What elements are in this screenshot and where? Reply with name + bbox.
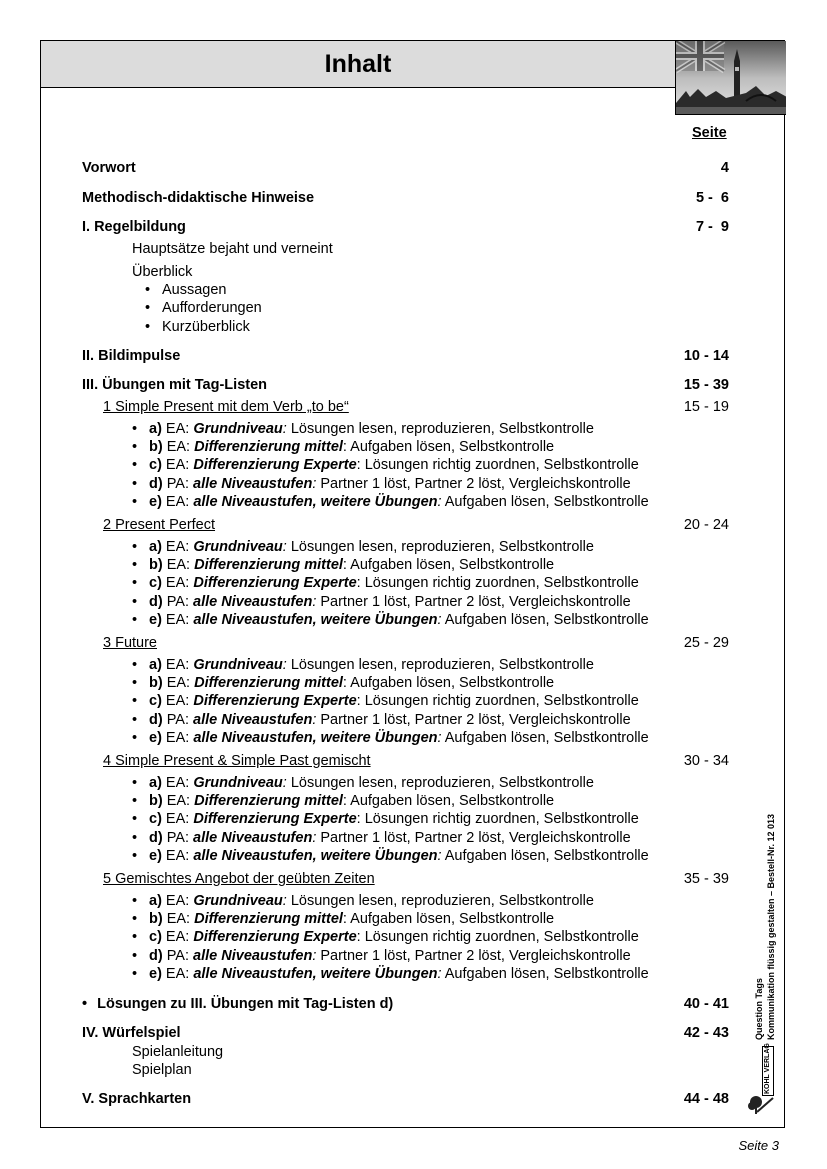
exercise-item	[149, 774, 594, 792]
item-separator: :	[356, 457, 361, 474]
item-letter: c)	[149, 457, 162, 474]
exercise-item	[149, 928, 639, 946]
exercise-item	[149, 611, 649, 629]
exercise-item	[149, 593, 631, 611]
item-letter: c)	[149, 693, 162, 710]
item-description: Lösungen lesen, reproduzieren, Selbstkontrolle	[286, 775, 594, 791]
regel-bullet-aussagen: • Aussagen	[162, 281, 227, 299]
item-description: Aufgaben lösen, Selbstkontrolle	[441, 847, 649, 864]
item-letter: d)	[149, 947, 163, 964]
item-letter: e)	[149, 493, 162, 510]
item-mode: PA:	[162, 711, 194, 728]
item-description: Aufgaben lösen, Selbstkontrolle	[346, 557, 555, 574]
item-mode: PA:	[162, 947, 194, 964]
entry-wuerfelspiel[interactable]: IV. Würfelspiel	[82, 1025, 181, 1041]
item-description: Partner 1 löst, Partner 2 löst, Vergleichskontrolle	[316, 711, 631, 728]
item-level: alle Niveaustufen, weitere Übungen	[193, 493, 438, 510]
item-letter: a)	[149, 775, 162, 791]
exercise-item	[149, 656, 594, 674]
title-bar	[41, 41, 675, 88]
exercise-item	[149, 692, 639, 710]
item-description: Aufgaben lösen, Selbstkontrolle	[441, 729, 649, 746]
item-description: Lösungen lesen, reproduzieren, Selbstkontrolle	[286, 539, 594, 555]
exercise-item	[149, 810, 639, 828]
publisher-logo	[745, 1043, 777, 1116]
regel-bullet-aufforderungen: • Aufforderungen	[162, 299, 262, 317]
wuerfel-sub-spielanleitung: Spielanleitung	[132, 1044, 224, 1060]
item-level: alle Niveaustufen	[193, 829, 313, 846]
item-mode: EA:	[161, 929, 194, 946]
item-level: Grundniveau	[193, 421, 283, 437]
item-description: Lösungen richtig zuordnen, Selbstkontrolle	[360, 693, 639, 710]
item-mode: PA:	[162, 829, 194, 846]
item-mode: EA:	[161, 575, 194, 592]
item-separator: :	[342, 557, 347, 574]
item-separator: :	[312, 593, 317, 610]
item-separator: :	[312, 475, 317, 492]
item-letter: b)	[149, 557, 163, 574]
item-letter: a)	[149, 539, 162, 555]
item-description: Aufgaben lösen, Selbstkontrolle	[346, 793, 555, 810]
section-title[interactable]: 3 Future	[103, 635, 157, 651]
item-mode: EA:	[162, 793, 195, 810]
item-separator: :	[282, 893, 287, 909]
item-mode: EA:	[161, 893, 194, 909]
item-description: Aufgaben lösen, Selbstkontrolle	[441, 965, 649, 982]
wuerfel-sub-spielplan: Spielplan	[132, 1062, 192, 1078]
section-pages: 15 - 19	[683, 399, 729, 415]
london-skyline-image	[676, 41, 786, 115]
section-title[interactable]: 4 Simple Present & Simple Past gemischt	[103, 753, 371, 769]
item-level: Differenzierung Experte	[193, 929, 357, 946]
entry-loesungen-label: Lösungen zu III. Übungen mit Tag-Listen d)	[97, 996, 394, 1012]
item-description: Lösungen richtig zuordnen, Selbstkontrolle	[360, 811, 639, 828]
section-title[interactable]: 5 Gemischtes Angebot der geübten Zeiten	[103, 871, 375, 887]
item-mode: EA:	[161, 847, 194, 864]
item-separator: :	[437, 847, 442, 864]
item-separator: :	[312, 711, 317, 728]
item-level: Differenzierung Experte	[193, 811, 357, 828]
exercise-item	[149, 574, 639, 592]
item-letter: d)	[149, 475, 163, 492]
item-separator: :	[356, 929, 361, 946]
page-title: Inhalt	[324, 49, 392, 78]
item-separator: :	[282, 657, 287, 673]
item-level: Differenzierung mittel	[194, 911, 343, 928]
item-separator: :	[342, 793, 347, 810]
item-separator: :	[282, 775, 287, 791]
exercise-item	[149, 792, 554, 810]
entry-vorwort-pages: 4	[720, 160, 729, 176]
entry-vorwort[interactable]: Vorwort	[82, 160, 136, 176]
regel-sub-hauptsaetze: Hauptsätze bejaht und verneint	[132, 241, 333, 257]
item-description: Lösungen lesen, reproduzieren, Selbstkontrolle	[286, 421, 594, 437]
entry-hinweise-pages: 5 - 6	[695, 190, 729, 206]
section-pages: 25 - 29	[683, 635, 729, 651]
item-level: alle Niveaustufen	[193, 947, 313, 964]
item-mode: EA:	[161, 729, 194, 746]
regel-bullet-kurzueberblick: • Kurzüberblick	[162, 318, 250, 336]
item-level: alle Niveaustufen, weitere Übungen	[193, 847, 438, 864]
entry-bildimpulse[interactable]: II. Bildimpulse	[82, 348, 181, 364]
item-mode: EA:	[161, 611, 194, 628]
item-letter: d)	[149, 829, 163, 846]
london-photo	[675, 41, 786, 115]
item-letter: c)	[149, 811, 162, 828]
exercise-item	[149, 711, 631, 729]
item-letter: c)	[149, 575, 162, 592]
item-letter: b)	[149, 675, 163, 692]
exercise-item	[149, 538, 594, 556]
item-letter: d)	[149, 593, 163, 610]
item-level: Differenzierung mittel	[194, 557, 343, 574]
exercise-item	[149, 420, 594, 438]
entry-regelbildung-pages: 7 - 9	[695, 219, 729, 235]
entry-hinweise[interactable]: Methodisch-didaktische Hinweise	[82, 190, 315, 206]
exercise-item	[149, 847, 649, 865]
entry-uebungen-pages: 15 - 39	[683, 377, 729, 393]
item-separator: :	[437, 611, 442, 628]
item-separator: :	[312, 947, 317, 964]
item-mode: EA:	[162, 675, 195, 692]
item-letter: e)	[149, 729, 162, 746]
item-description: Lösungen richtig zuordnen, Selbstkontrolle	[360, 457, 639, 474]
entry-loesungen[interactable]: • Lösungen zu III. Übungen mit Tag-Listen d)	[82, 996, 394, 1012]
item-description: Lösungen lesen, reproduzieren, Selbstkontrolle	[286, 657, 594, 673]
item-separator: :	[356, 575, 361, 592]
item-level: Grundniveau	[193, 893, 283, 909]
item-mode: PA:	[162, 593, 194, 610]
item-mode: EA:	[161, 421, 194, 437]
entry-sprachkarten-pages: 44 - 48	[683, 1091, 729, 1107]
item-level: Differenzierung mittel	[194, 439, 343, 456]
item-mode: EA:	[161, 457, 194, 474]
item-mode: PA:	[162, 475, 194, 492]
exercise-item	[149, 456, 639, 474]
item-level: alle Niveaustufen	[193, 475, 313, 492]
item-letter: b)	[149, 911, 163, 928]
section-pages: 30 - 34	[683, 753, 729, 769]
item-description: Lösungen richtig zuordnen, Selbstkontrolle	[360, 929, 639, 946]
item-description: Partner 1 löst, Partner 2 löst, Vergleichskontrolle	[316, 593, 631, 610]
exercise-item	[149, 910, 554, 928]
item-level: alle Niveaustufen, weitere Übungen	[193, 611, 438, 628]
entry-bildimpulse-pages: 10 - 14	[683, 348, 729, 364]
item-mode: EA:	[161, 693, 194, 710]
exercise-item	[149, 947, 631, 965]
item-letter: e)	[149, 611, 162, 628]
item-separator: :	[356, 811, 361, 828]
item-mode: EA:	[161, 775, 194, 791]
item-separator: :	[437, 493, 442, 510]
section-pages: 35 - 39	[683, 871, 729, 887]
item-level: Grundniveau	[193, 539, 283, 555]
item-mode: EA:	[161, 493, 194, 510]
exercise-item	[149, 892, 594, 910]
item-level: alle Niveaustufen, weitere Übungen	[193, 729, 438, 746]
item-level: Differenzierung mittel	[194, 793, 343, 810]
item-mode: EA:	[161, 657, 194, 673]
item-letter: c)	[149, 929, 162, 946]
item-mode: EA:	[161, 811, 194, 828]
item-separator: :	[356, 693, 361, 710]
entry-wuerfelspiel-pages: 42 - 43	[683, 1025, 729, 1041]
item-level: Differenzierung Experte	[193, 575, 357, 592]
item-mode: EA:	[162, 557, 195, 574]
logo-text: KOHL VERLAG	[764, 1043, 771, 1094]
item-letter: e)	[149, 965, 162, 982]
page-number: Seite 3	[738, 1138, 779, 1153]
item-level: Differenzierung mittel	[194, 675, 343, 692]
item-level: Differenzierung Experte	[193, 457, 357, 474]
item-letter: b)	[149, 793, 163, 810]
item-separator: :	[282, 539, 287, 555]
exercise-item	[149, 493, 649, 511]
entry-regelbildung[interactable]: I. Regelbildung	[82, 219, 186, 235]
section-title[interactable]: 2 Present Perfect	[103, 517, 216, 533]
item-separator: :	[342, 675, 347, 692]
item-level: Grundniveau	[193, 775, 283, 791]
exercise-item	[149, 674, 554, 692]
page-column-header: Seite	[692, 125, 727, 141]
side-title: Question Tags	[754, 978, 764, 1040]
item-letter: b)	[149, 439, 163, 456]
item-level: alle Niveaustufen, weitere Übungen	[193, 965, 438, 982]
exercise-item	[149, 438, 554, 456]
item-mode: EA:	[161, 539, 194, 555]
item-mode: EA:	[161, 965, 194, 982]
item-letter: d)	[149, 711, 163, 728]
item-level: alle Niveaustufen	[193, 711, 313, 728]
exercise-item	[149, 729, 649, 747]
item-separator: :	[342, 911, 347, 928]
section-pages: 20 - 24	[683, 517, 729, 533]
item-description: Aufgaben lösen, Selbstkontrolle	[346, 675, 555, 692]
regel-sub-ueberblick: Überblick	[132, 264, 193, 280]
item-description: Partner 1 löst, Partner 2 löst, Vergleichskontrolle	[316, 475, 631, 492]
item-separator: :	[437, 729, 442, 746]
item-letter: a)	[149, 421, 162, 437]
item-mode: EA:	[162, 911, 195, 928]
item-description: Lösungen richtig zuordnen, Selbstkontrolle	[360, 575, 639, 592]
item-description: Aufgaben lösen, Selbstkontrolle	[441, 493, 649, 510]
item-letter: e)	[149, 847, 162, 864]
item-description: Partner 1 löst, Partner 2 löst, Vergleichskontrolle	[316, 947, 631, 964]
tree-logo-icon	[745, 1094, 777, 1116]
item-separator: :	[437, 965, 442, 982]
exercise-item	[149, 475, 631, 493]
exercise-item	[149, 556, 554, 574]
item-description: Aufgaben lösen, Selbstkontrolle	[346, 439, 555, 456]
item-level: Grundniveau	[193, 657, 283, 673]
item-description: Lösungen lesen, reproduzieren, Selbstkontrolle	[286, 893, 594, 909]
item-separator: :	[312, 829, 317, 846]
section-title[interactable]: 1 Simple Present mit dem Verb „to be“	[103, 399, 349, 415]
item-letter: a)	[149, 657, 162, 673]
exercise-item	[149, 965, 649, 983]
item-mode: EA:	[162, 439, 195, 456]
entry-uebungen[interactable]: III. Übungen mit Tag-Listen	[82, 377, 268, 393]
exercise-item	[149, 829, 631, 847]
item-level: Differenzierung Experte	[193, 693, 357, 710]
item-description: Partner 1 löst, Partner 2 löst, Vergleichskontrolle	[316, 829, 631, 846]
item-description: Aufgaben lösen, Selbstkontrolle	[441, 611, 649, 628]
item-description: Aufgaben lösen, Selbstkontrolle	[346, 911, 555, 928]
item-separator: :	[342, 439, 347, 456]
item-level: alle Niveaustufen	[193, 593, 313, 610]
item-separator: :	[282, 421, 287, 437]
entry-loesungen-pages: 40 - 41	[683, 996, 729, 1012]
side-subtitle: Kommunikation flüssig gestalten – Bestell-Nr. 12 013	[766, 813, 776, 1040]
item-letter: a)	[149, 893, 162, 909]
entry-sprachkarten[interactable]: V. Sprachkarten	[82, 1091, 192, 1107]
